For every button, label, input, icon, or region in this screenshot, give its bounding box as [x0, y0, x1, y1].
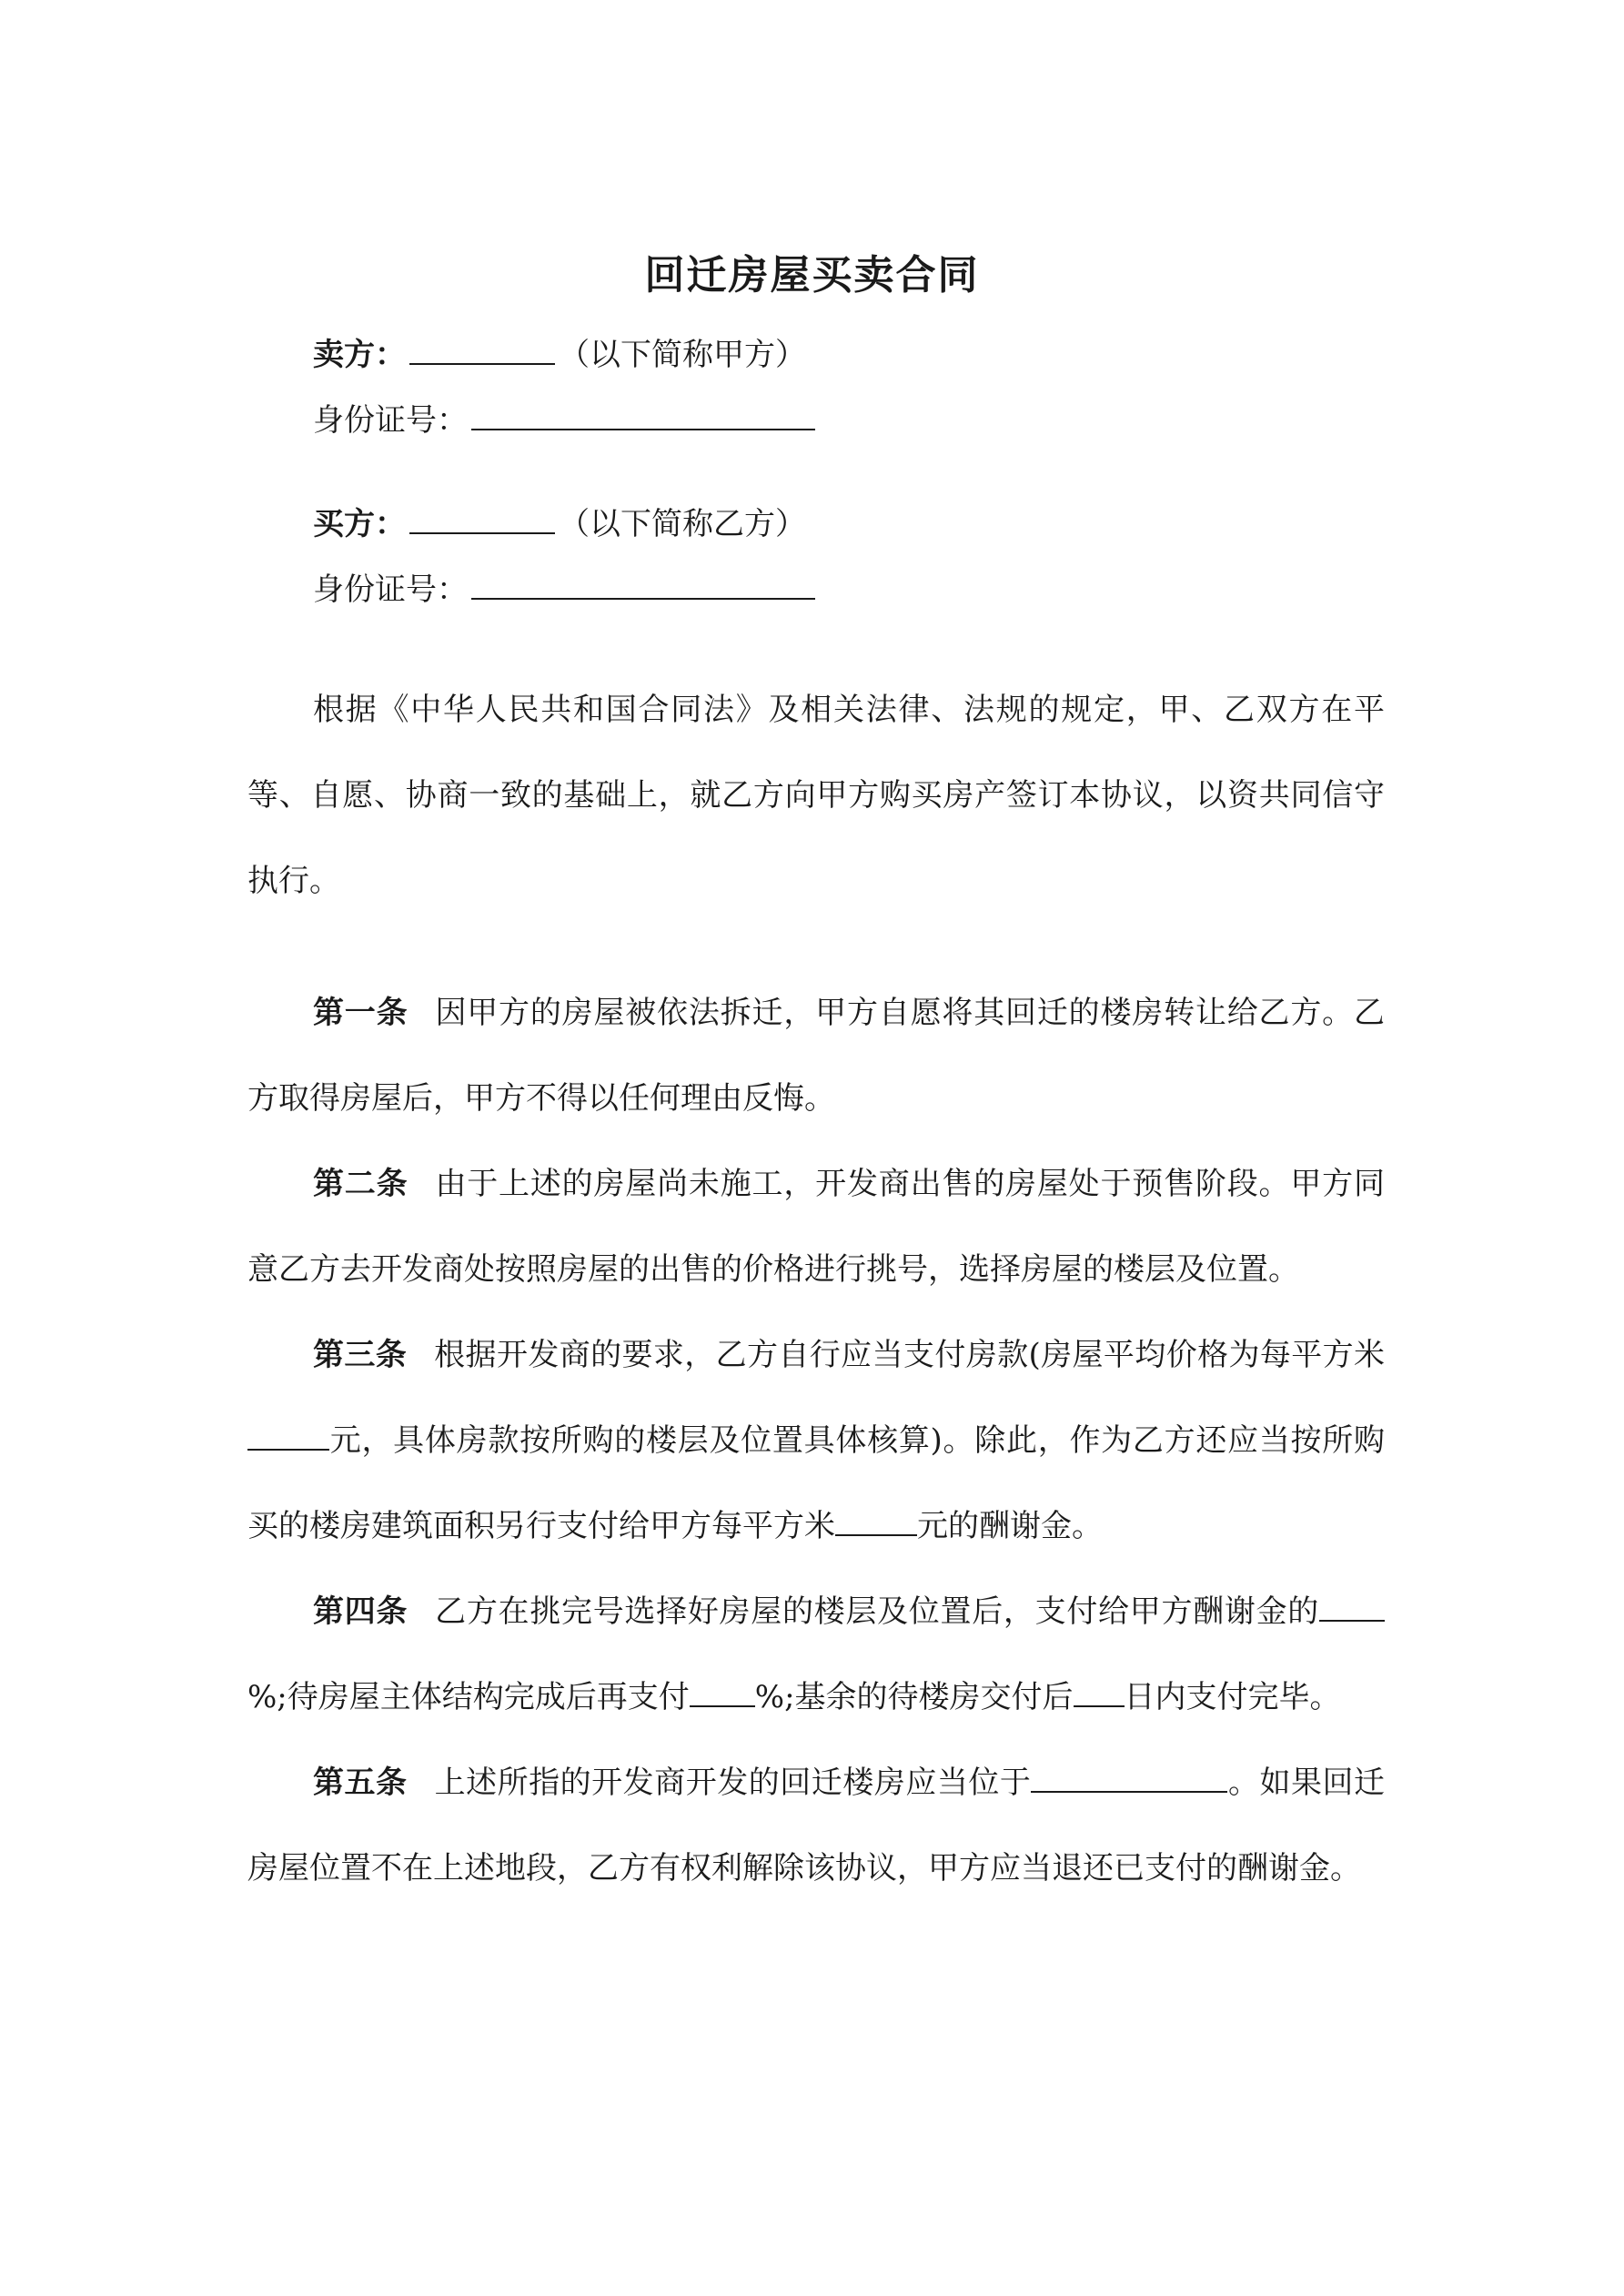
article-label: 第三条: [313, 1337, 408, 1373]
seller-id-line: [313, 393, 819, 448]
intro-text: 根据《中华人民共和国合同法》及相关法律、法规的规定，甲、乙双方在平等、自愿、协商一致的基础上，就乙方向甲方购买房产签订本协议，以资共同信守执行。: [247, 692, 1385, 899]
days-blank[interactable]: [1074, 1676, 1125, 1707]
buyer-note: （以下简称乙方）: [559, 506, 806, 542]
article-label: 第二条: [313, 1166, 409, 1202]
seller-line: [313, 328, 806, 382]
first-percent-blank[interactable]: [1319, 1591, 1385, 1622]
article-label: 第四条: [313, 1593, 409, 1630]
articles: [247, 970, 1385, 1911]
article-5: 第五条 上述所指的开发商开发的回迁楼房应当位于 。如果回迁房屋位置不在上述地段，乙方有权利解除该协议，甲方应当退还已支付的酬谢金。: [247, 1740, 1385, 1911]
buyer-id-label: 身份证号：: [313, 571, 468, 608]
buyer-name-blank[interactable]: [409, 501, 555, 534]
buyer-id-line: [313, 562, 819, 617]
buyer-id-blank[interactable]: [471, 567, 815, 600]
article-2: 第二条 由于上述的房屋尚未施工，开发商出售的房屋处于预售阶段。甲方同意乙方去开发商处按照房屋的出售的价格进行挑号，选择房屋的楼层及位置。: [247, 1166, 1385, 1288]
article-4: 第四条 乙方在挑完号选择好房屋的楼层及位置后，支付给甲方酬谢金的%;待房屋主体结构完成后再支付 %;基余的待楼房交付后 日内支付完毕。: [247, 1569, 1385, 1740]
second-percent-blank[interactable]: [690, 1676, 755, 1707]
location-blank[interactable]: [1031, 1762, 1227, 1793]
article-1: 第一条 因甲方的房屋被依法拆迁，甲方自愿将其回迁的楼房转让给乙方。乙方取得房屋后，甲方不得以任何理由反悔。: [247, 995, 1385, 1117]
seller-label: 卖方：: [313, 337, 406, 373]
reward-per-sqm-blank[interactable]: [835, 1505, 917, 1536]
article-3: 第三条 根据开发商的要求，乙方自行应当支付房款(房屋平均价格为每平方米元，具体房款按所购的楼层及位置具体核算)。除此，作为乙方还应当按所购买的楼房建筑面积另行支付给甲方每平方米 元的酬谢金。: [247, 1337, 1386, 1544]
price-per-sqm-blank[interactable]: [247, 1420, 329, 1451]
article-label: 第五条: [313, 1765, 408, 1801]
seller-id-blank[interactable]: [471, 398, 815, 430]
seller-id-label: 身份证号：: [313, 402, 468, 439]
article-label: 第一条: [313, 995, 409, 1031]
seller-note: （以下简称甲方）: [559, 337, 806, 373]
buyer-label: 买方：: [313, 506, 406, 542]
seller-name-blank[interactable]: [409, 332, 555, 365]
buyer-line: [313, 497, 806, 551]
page-title: 回迁房屋买卖合同: [644, 252, 980, 298]
intro-paragraph: [247, 667, 1385, 924]
